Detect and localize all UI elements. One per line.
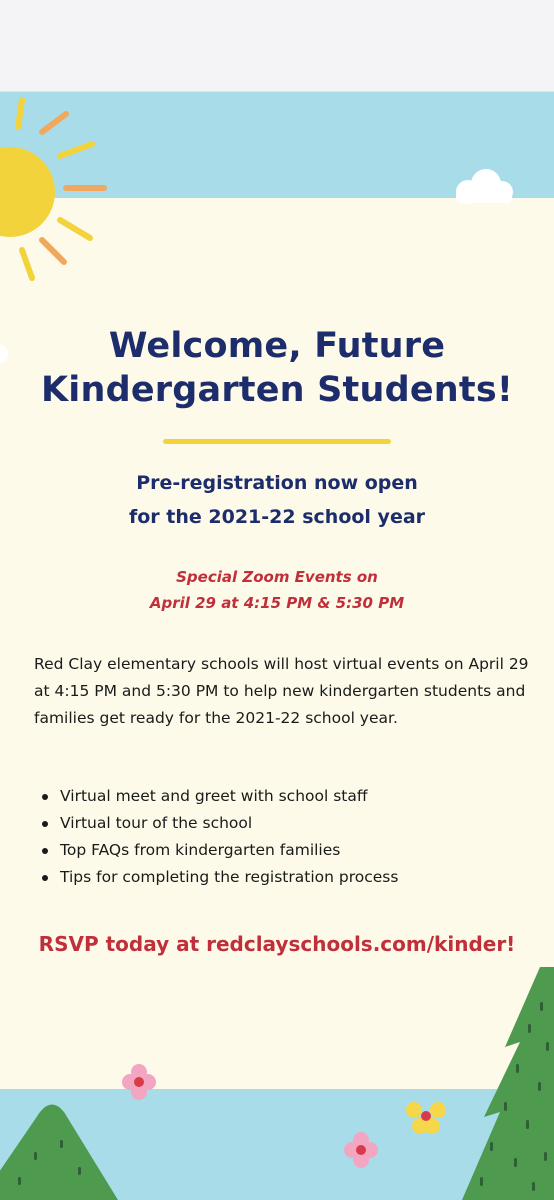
cloud-icon — [456, 169, 513, 204]
subtitle-line: for the 2021-22 school year — [128, 506, 426, 528]
flower-icon — [344, 1132, 378, 1168]
title-underline — [163, 439, 391, 444]
flyer-subtitle — [0, 466, 554, 534]
tree-icon — [462, 967, 554, 1200]
flyer-title — [0, 324, 554, 412]
event-topics-list — [34, 783, 534, 891]
list-item: Top FAQs from kindergarten families — [34, 837, 534, 864]
subtitle-line: Pre-registration now open — [136, 472, 418, 494]
sun-icon — [0, 100, 104, 278]
special-line: April 29 at 4:15 PM & 5:30 PM — [149, 594, 405, 612]
browser-top-bar — [0, 0, 554, 92]
flower-icon — [122, 1064, 156, 1100]
tree-icon — [0, 1105, 118, 1200]
list-item: Virtual meet and greet with school staff — [34, 783, 534, 810]
special-events-note — [0, 564, 554, 616]
flower-icon — [406, 1102, 446, 1134]
body-paragraph: Red Clay elementary schools will host virtual events on April 29 at 4:15 PM and 5:30 PM to help new kindergarten students and families get ready for the 2021-22 school year. — [34, 655, 529, 727]
rsvp-callout: RSVP today at redclayschools.com/kinder! — [38, 932, 516, 956]
list-item: Virtual tour of the school — [34, 810, 534, 837]
flyer-decorations — [0, 92, 554, 1200]
title-line: Welcome, Future — [108, 326, 446, 366]
title-line: Kindergarten Students! — [40, 370, 514, 410]
list-item: Tips for completing the registration process — [34, 864, 534, 891]
special-line: Special Zoom Events on — [176, 568, 378, 586]
kindergarten-flyer-image — [0, 92, 554, 1200]
